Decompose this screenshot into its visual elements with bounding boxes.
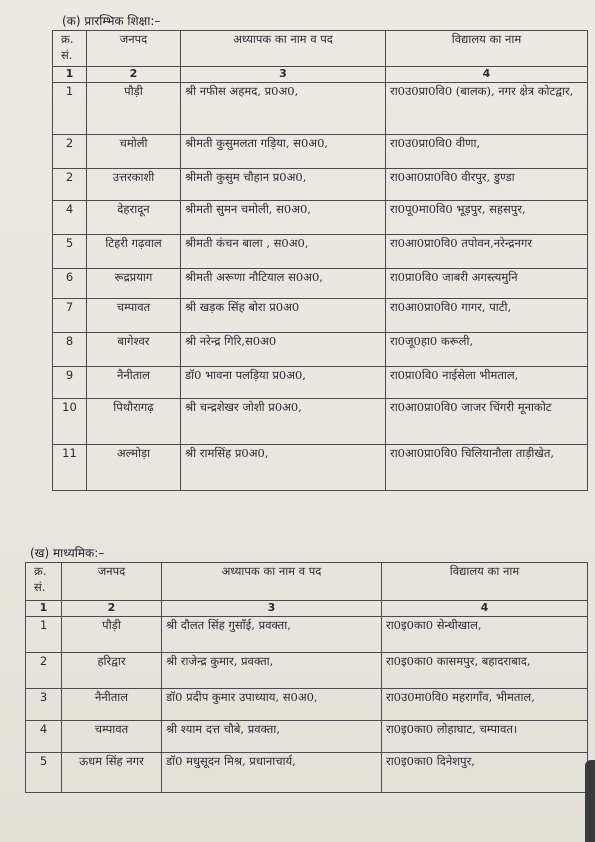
- primary-column-number-row: [53, 67, 588, 83]
- secondary-section-title: (ख) माध्यमिक:–: [30, 546, 105, 560]
- row-teacher-name: श्री नरेन्द्र गिरि,स0अ0: [181, 332, 386, 366]
- table-row: [53, 366, 588, 398]
- col-number: 3: [181, 67, 386, 83]
- row-district: चम्पावत: [62, 720, 162, 752]
- table-row: [26, 616, 588, 652]
- table-row: [53, 234, 588, 268]
- row-district: देहरादून: [87, 200, 181, 234]
- secondary-table: [25, 562, 588, 793]
- table-row: [53, 398, 588, 444]
- row-district: चम्पावत: [87, 298, 181, 332]
- row-school-name: रा0प्रा0वि0 नाईसेला भीमताल,: [386, 366, 588, 398]
- row-teacher-name: श्री श्याम दत्त चौबे, प्रवक्ता,: [162, 720, 382, 752]
- primary-section-title: (क) प्रारम्भिक शिक्षा:–: [62, 14, 161, 28]
- header-school: विद्यालय का नाम: [382, 563, 588, 601]
- row-teacher-name: श्रीमती सुमन चमोली, स0अ0,: [181, 200, 386, 234]
- row-school-name: रा0इ0का0 सेन्धीखाल,: [382, 616, 588, 652]
- header-teacher: अध्यापक का नाम व पद: [181, 31, 386, 67]
- col-number: 4: [382, 601, 588, 617]
- row-teacher-name: श्रीमती कुसुम चौहान प्र0अ0,: [181, 168, 386, 200]
- row-teacher-name: डॉ0 मधुसूदन मिश्र, प्रधानाचार्य,: [162, 752, 382, 792]
- row-school-name: रा0इ0का0 कासमपुर, बहादराबाद,: [382, 652, 588, 688]
- row-teacher-name: श्री राजेन्द्र कुमार, प्रवक्ता,: [162, 652, 382, 688]
- table-row: [53, 200, 588, 234]
- table-row: [53, 332, 588, 366]
- row-serial-number: 4: [26, 720, 62, 752]
- row-serial-number: 4: [53, 200, 87, 234]
- col-number: 2: [62, 601, 162, 617]
- row-serial-number: 6: [53, 268, 87, 298]
- col-number: 1: [26, 601, 62, 617]
- row-serial-number: 2: [26, 652, 62, 688]
- row-school-name: रा0जू0हा0 करूली,: [386, 332, 588, 366]
- row-serial-number: 10: [53, 398, 87, 444]
- row-school-name: रा0आ0प्रा0वि0 तपोवन,नरेन्द्रनगर: [386, 234, 588, 268]
- row-serial-number: 3: [26, 688, 62, 720]
- row-serial-number: 1: [26, 616, 62, 652]
- row-district: नैनीताल: [62, 688, 162, 720]
- row-serial-number: 8: [53, 332, 87, 366]
- row-district: पौड़ी: [62, 616, 162, 652]
- row-teacher-name: श्रीमती अरूणा नौटियाल स0अ0,: [181, 268, 386, 298]
- row-school-name: रा0उ0प्रा0वि0 (बालक), नगर क्षेत्र कोटद्वार,: [386, 82, 588, 134]
- row-district: टिहरी गढ़वाल: [87, 234, 181, 268]
- row-teacher-name: श्रीमती कुसुमलता गड़िया, स0अ0,: [181, 134, 386, 168]
- row-serial-number: 2: [53, 134, 87, 168]
- row-serial-number: 2: [53, 168, 87, 200]
- table-row: [53, 134, 588, 168]
- row-teacher-name: श्रीमती कंचन बाला , स0अ0,: [181, 234, 386, 268]
- row-district: हरिद्वार: [62, 652, 162, 688]
- row-teacher-name: श्री नफीस अहमद, प्र0अ0,: [181, 82, 386, 134]
- row-serial-number: 9: [53, 366, 87, 398]
- row-district: चमोली: [87, 134, 181, 168]
- row-teacher-name: श्री खड़क सिंह बोरा प्र0अ0: [181, 298, 386, 332]
- header-teacher: अध्यापक का नाम व पद: [162, 563, 382, 601]
- header-district: जनपद: [62, 563, 162, 601]
- row-serial-number: 11: [53, 444, 87, 490]
- row-school-name: रा0इ0का0 दिनेशपुर,: [382, 752, 588, 792]
- row-district: पौड़ी: [87, 82, 181, 134]
- row-school-name: रा0आ0प्रा0वि0 चिलियानौला ताड़ीखेत,: [386, 444, 588, 490]
- row-district: बागेश्वर: [87, 332, 181, 366]
- table-row: [53, 298, 588, 332]
- row-school-name: रा0पू0मा0वि0 भूड़पुर, सहसपुर,: [386, 200, 588, 234]
- table-row: [53, 82, 588, 134]
- row-teacher-name: श्री रामसिंह प्र0अ0,: [181, 444, 386, 490]
- row-school-name: रा0आ0प्रा0वि0 जाजर चिंगरी मूनाकोट: [386, 398, 588, 444]
- secondary-header-row: [26, 563, 588, 601]
- row-school-name: रा0आ0प्रा0वि0 गागर, पाटी,: [386, 298, 588, 332]
- row-serial-number: 5: [53, 234, 87, 268]
- table-row: [53, 268, 588, 298]
- secondary-column-number-row: [26, 601, 588, 617]
- header-sn: क्र. सं.: [53, 31, 87, 67]
- header-school: विद्यालय का नाम: [386, 31, 588, 67]
- col-number: 1: [53, 67, 87, 83]
- table-row: [53, 444, 588, 490]
- row-serial-number: 5: [26, 752, 62, 792]
- row-district: रूद्रप्रयाग: [87, 268, 181, 298]
- row-district: अल्मोड़ा: [87, 444, 181, 490]
- table-row: [26, 688, 588, 720]
- row-school-name: रा0प्रा0वि0 जाबरी अगस्त्यमुनि: [386, 268, 588, 298]
- row-teacher-name: डॉ0 प्रदीप कुमार उपाध्याय, स0अ0,: [162, 688, 382, 720]
- row-school-name: रा0उ0प्रा0वि0 वीणा,: [386, 134, 588, 168]
- table-row: [53, 168, 588, 200]
- row-teacher-name: डॉ0 भावना पलड़िया प्र0अ0,: [181, 366, 386, 398]
- row-district: पिथौरागढ़: [87, 398, 181, 444]
- header-district: जनपद: [87, 31, 181, 67]
- primary-table: [52, 30, 588, 491]
- row-school-name: रा0इ0का0 लोहाघाट, चम्पावत।: [382, 720, 588, 752]
- page-edge-shadow: [585, 760, 595, 842]
- header-sn: क्र. सं.: [26, 563, 62, 601]
- table-row: [26, 720, 588, 752]
- row-teacher-name: श्री चन्द्रशेखर जोशी प्र0अ0,: [181, 398, 386, 444]
- row-school-name: रा0उ0मा0वि0 महरागाँव, भीमताल,: [382, 688, 588, 720]
- row-district: नैनीताल: [87, 366, 181, 398]
- col-number: 4: [386, 67, 588, 83]
- table-row: [26, 752, 588, 792]
- primary-header-row: [53, 31, 588, 67]
- row-serial-number: 7: [53, 298, 87, 332]
- col-number: 2: [87, 67, 181, 83]
- row-district: उत्तरकाशी: [87, 168, 181, 200]
- table-row: [26, 652, 588, 688]
- row-teacher-name: श्री दौलत सिंह गुसाँई, प्रवक्ता,: [162, 616, 382, 652]
- col-number: 3: [162, 601, 382, 617]
- row-serial-number: 1: [53, 82, 87, 134]
- row-district: ऊधम सिंह नगर: [62, 752, 162, 792]
- row-school-name: रा0आ0प्रा0वि0 वीरपुर, डुण्डा: [386, 168, 588, 200]
